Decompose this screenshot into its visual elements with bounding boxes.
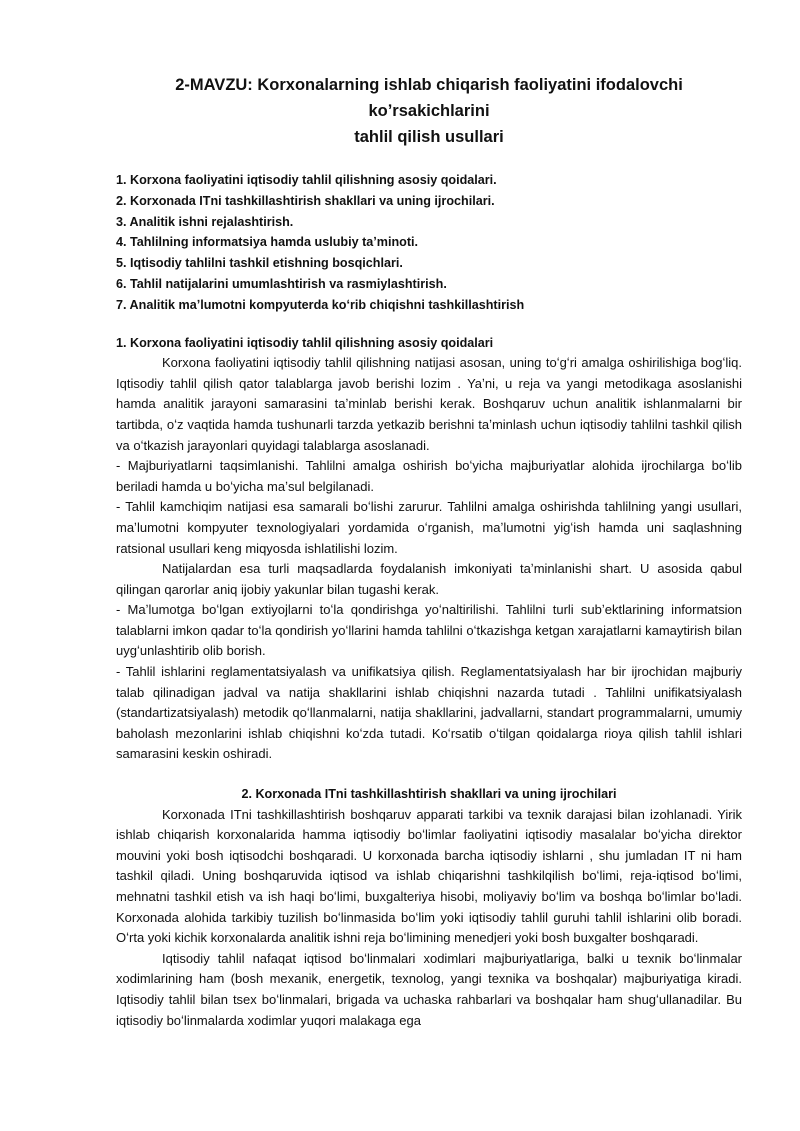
paragraph: - Tahlil ishlarini reglamentatsiyalash va unifikatsiya qilish. Reglamentatsiyalash har bir ijrochidan majburiy talab qilinadigan jadval va natija shakllarini ishlab chiqishni nazarda tutadi . Tahlilni unifikatsiyalash (standartizatsiyalash) metodik qoʻllanmalarni, natija shakllarini, jadvallarni, standart programmalarni, umumiy baholash mezonlarini ishlab chiqishni koʻzda tutadi. Koʻrsatib oʻtilgan qoidalarga rioya qilish tahlil ishlari samarasini keskin oshiradi. (116, 664, 742, 762)
section-1-heading: 1. Korxona faoliyatini iqtisodiy tahlil qilishning asosiy qoidalari (116, 335, 494, 350)
table-of-contents (116, 170, 742, 316)
toc-item: 6. Tahlil natijalarini umumlashtirish va rasmiylashtirish. (116, 276, 447, 291)
toc-item: 3. Analitik ishni rejalashtirish. (116, 214, 294, 229)
section-2-heading: 2. Korxonada ITni tashkillashtirish shakllari va uning ijrochilari (241, 787, 617, 802)
toc-item: 4. Tahlilning informatsiya hamda uslubiy taʼminoti. (116, 235, 419, 250)
toc-item: 7. Analitik maʼlumotni kompyuterda koʻrib chiqishni tashkillashtirish (116, 297, 525, 312)
paragraph: - Majburiyatlarni taqsimlanishi. Tahlilni amalga oshirish boʻyicha majburiyatlar alohida ijrochilarga boʻlib beriladi hamda u boʻyicha maʼsul belgilanadi. (116, 458, 742, 494)
document-title (116, 72, 742, 150)
title-line-2: tahlil qilish usullari (354, 128, 504, 146)
paragraph: Iqtisodiy tahlil nafaqat iqtisod boʻlinmalari xodimlari majburiyatlariga, balki u texnik boʻlinmalar xodimlarining ham (bosh mexanik, energetik, texnolog, yangi texnika va boshqalar) majburiyatiga kiradi. Iqtisodiy tahlil bilan tsex boʻlinmalari, brigada va uchaska rahbarlari va boshqalar ham shugʻullanadilar. Bu iqtisodiy boʻlinmalarda xodimlar yuqori malakaga ega (116, 950, 742, 1028)
paragraph: Natijalardan esa turli maqsadlarda foydalanish imkoniyati taʼminlanishi shart. U asosida qabul qilingan qarorlar aniq ijobiy yakunlar bilan tugashi kerak. (116, 561, 742, 597)
paragraph: Korxona faoliyatini iqtisodiy tahlil qilishning natijasi asosan, uning toʻgʻri amalga oshirilishiga bogʻliq. Iqtisodiy tahlil qilish qator talablarga javob berishi lozim . Yaʼni, u reja va yangi metodikaga asoslanishi hamda analitik jarayoni samarasini taʼminlab berishi kerak. Boshqaruv uchun analitik ishlanmalarni bir tartibda, oʻz vaqtida hamda tushunarli tarzda yetkazib berishni taʼminlash uchun iqtisodiy tahlilni tashkil qilish va oʻtkazish jarayonlari quyidagi talablarga asoslanadi. (116, 355, 742, 453)
title-line-1: 2-MAVZU: Korxonalarning ishlab chiqarish faoliyatini ifodalovchi koʼrsakichlarini (175, 76, 683, 120)
paragraph: - Tahlil kamchiqim natijasi esa samarali boʻlishi zarurur. Tahlilni amalga oshirishda tahlilning yangi usullari, maʼlumotni kompyuter texnologiyalari yordamida oʻrganish, maʼlumotni yigʻish hamda uni saqlashning ratsional usullari keng miqyosda ishlatilishi lozim. (116, 499, 742, 556)
section-2 (116, 784, 742, 1031)
toc-item: 1. Korxona faoliyatini iqtisodiy tahlil qilishning asosiy qoidalari. (116, 173, 497, 187)
toc-item: 2. Korxonada ITni tashkillashtirish shakllari va uning ijrochilari. (116, 193, 495, 208)
paragraph: Korxonada ITni tashkillashtirish boshqaruv apparati tarkibi va texnik darajasi bilan izohlanadi. Yirik ishlab chiqarish korxonalarida hamma iqtisodiy boʻlimlar faoliyatini iqtisodiy masalalar boʻyicha direktor mouvini yoki bosh iqtisodchi boshqaradi. U korxonada barcha iqtisodiy ishlarni , shu jumladan IT ni ham tashkil qiladi. Uning boshqaruvida iqtisod va ishlab chiqarishni tashkilqilish boʻlimi, reja-iqtisod boʻlimi, mehnatni tashkil etish va ish haqi boʻlimi, buxgalteriya hisobi, moliyaviy boʻlim va boshqa boʻlimlar boʻladi. Korxonada alohida tarkibiy tuzilish boʻlinmasida boʻlim yoki iqtisodiy tahlil guruhi tahlil ishlarini olib boradi. Oʻrta yoki kichik korxonalarda analitik ishni reja boʻlimining menedjeri yoki bosh buxgalter boshqaradi. (116, 806, 742, 946)
section-1 (116, 333, 742, 765)
toc-item: 5. Iqtisodiy tahlilni tashkil etishning bosqichlari. (116, 256, 403, 271)
paragraph: - Maʼlumotga boʻlgan extiyojlarni toʻla qondirishga yoʻnaltirilishi. Tahlilni turli subʼektlarining informatsion talablarni imkon qadar toʻla qondirish yoʻllarini hamda tahlilni oʻtkazishga ketgan xarajatlarni kamaytirish bilan uygʻunlashtirib olib borish. (116, 602, 742, 659)
